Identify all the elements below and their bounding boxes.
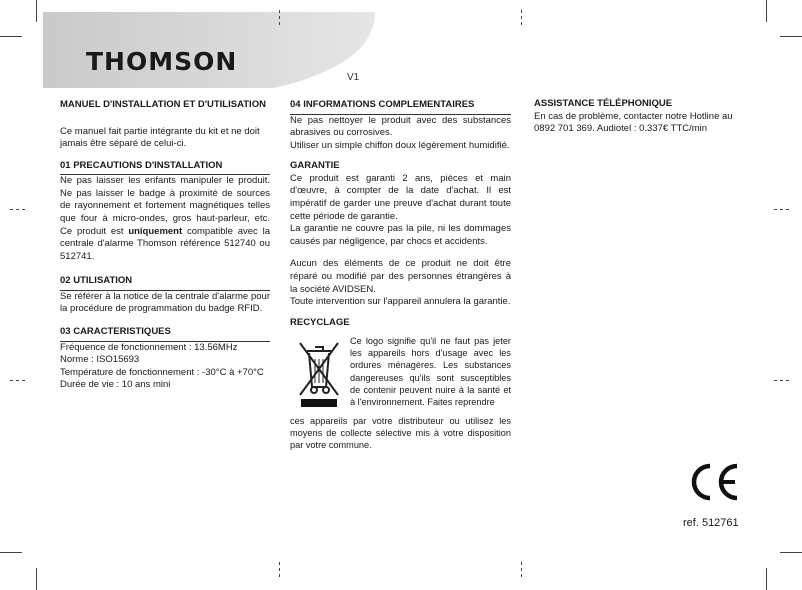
spec-standard: Norme : ISO15693 [60,354,140,366]
crop-mark [766,0,767,22]
section-precautions-text: Ne pas laisser les enfants manipuler le produit. Ne pas laisser le badge à proximité de sources de rayonnement et fortement magnétiques telles que four à micro-ondes, gros haut-parleur, etc. Ce produit est uniquement compatible avec la centrale d'alarme Thomson référence 512740 ou 512741. [60,175,270,262]
fold-mark [10,209,28,210]
section-info-text-1: Ne pas nettoyer le produit avec des substances abrasives ou corrosives. [290,114,511,139]
crop-mark [36,0,37,22]
fold-mark [279,10,280,28]
section-characteristics-title: 03 CARACTERISTIQUES [60,326,270,342]
section-info-text-2: Utiliser un simple chiffon doux légèrement humidifié. [290,139,510,151]
reference-number: ref. 512761 [683,517,739,529]
fold-mark [521,562,522,580]
manual-intro: Ce manuel fait partie intégrante du kit et ne doit jamais être séparé de celui-ci. [60,125,260,150]
recycling-block [290,335,511,415]
recycling-text-b: ces appareils par votre distributeur ou utilisez les moyens de collecte sélective mis à votre disposition par votre commune. [290,416,511,451]
column-assistance [534,98,740,136]
section-utilisation-title: 02 UTILISATION [60,275,270,291]
column-installation [60,99,270,392]
crop-mark [0,36,22,37]
warranty-text-3: Aucun des éléments de ce produit ne doit être réparé ou modifié par des personnes étrangères à la société AVIDSEN. [290,258,511,295]
section-precautions-title: 01 PRECAUTIONS D'INSTALLATION [60,160,270,176]
fold-mark [10,380,28,381]
section-utilisation-text: Se référer à la notice de la centrale d'alarme pour la procédure de programmation du badge RFID. [60,290,270,315]
spec-lifetime: Durée de vie : 10 ans mini [60,379,171,391]
warranty-text-4: Toute intervention sur l'appareil annulera la garantie. [290,296,511,308]
recycling-title: RECYCLAGE [290,316,350,328]
fold-mark [774,209,792,210]
spec-temperature: Température de fonctionnement : -30°C à +70°C [60,366,264,378]
fold-mark [774,380,792,381]
recycling-text-a: Ce logo signifie qu'il ne faut pas jeter les appareils hors d'usage avec les ordures ménagères. Les substances dangereuses qu'ils sont susceptibles de contenir peuvent nuire à la santé et à l'environnement. Faites reprendre [350,336,511,407]
manual-title: MANUEL D'INSTALLATION ET D'UTILISATION [60,99,266,110]
crop-mark [0,552,22,553]
crop-mark [766,568,767,590]
crop-mark [780,36,802,37]
fold-mark [521,10,522,28]
assistance-text: En cas de problème, contacter notre Hotline au 0892 701 369. Audiotel : 0.337€ TTC/min [534,110,733,135]
ce-mark-icon [689,462,741,502]
version-label: V1 [347,72,360,83]
spec-frequency: Fréquence de fonctionnement : 13.56MHz [60,341,238,353]
brand-logo: THOMSON [86,47,238,76]
crop-mark [36,568,37,590]
warranty-title: GARANTIE [290,160,340,172]
warranty-text-2: La garantie ne couvre pas la pile, ni les dommages causés par négligence, par chocs et accidents. [290,223,511,247]
assistance-title: ASSISTANCE TÉLÉPHONIQUE [534,98,673,109]
crop-mark [780,552,802,553]
fold-mark [279,562,280,580]
weee-bin-icon [290,335,348,415]
column-information [290,99,511,452]
section-info-title: 04 INFORMATIONS COMPLEMENTAIRES [290,99,511,115]
warranty-text-1: Ce produit est garanti 2 ans, pièces et main d'œuvre, à compter de la date d'achat. Il est impératif de garder une preuve d'achat durant toute cette période de garantie. [290,172,511,222]
